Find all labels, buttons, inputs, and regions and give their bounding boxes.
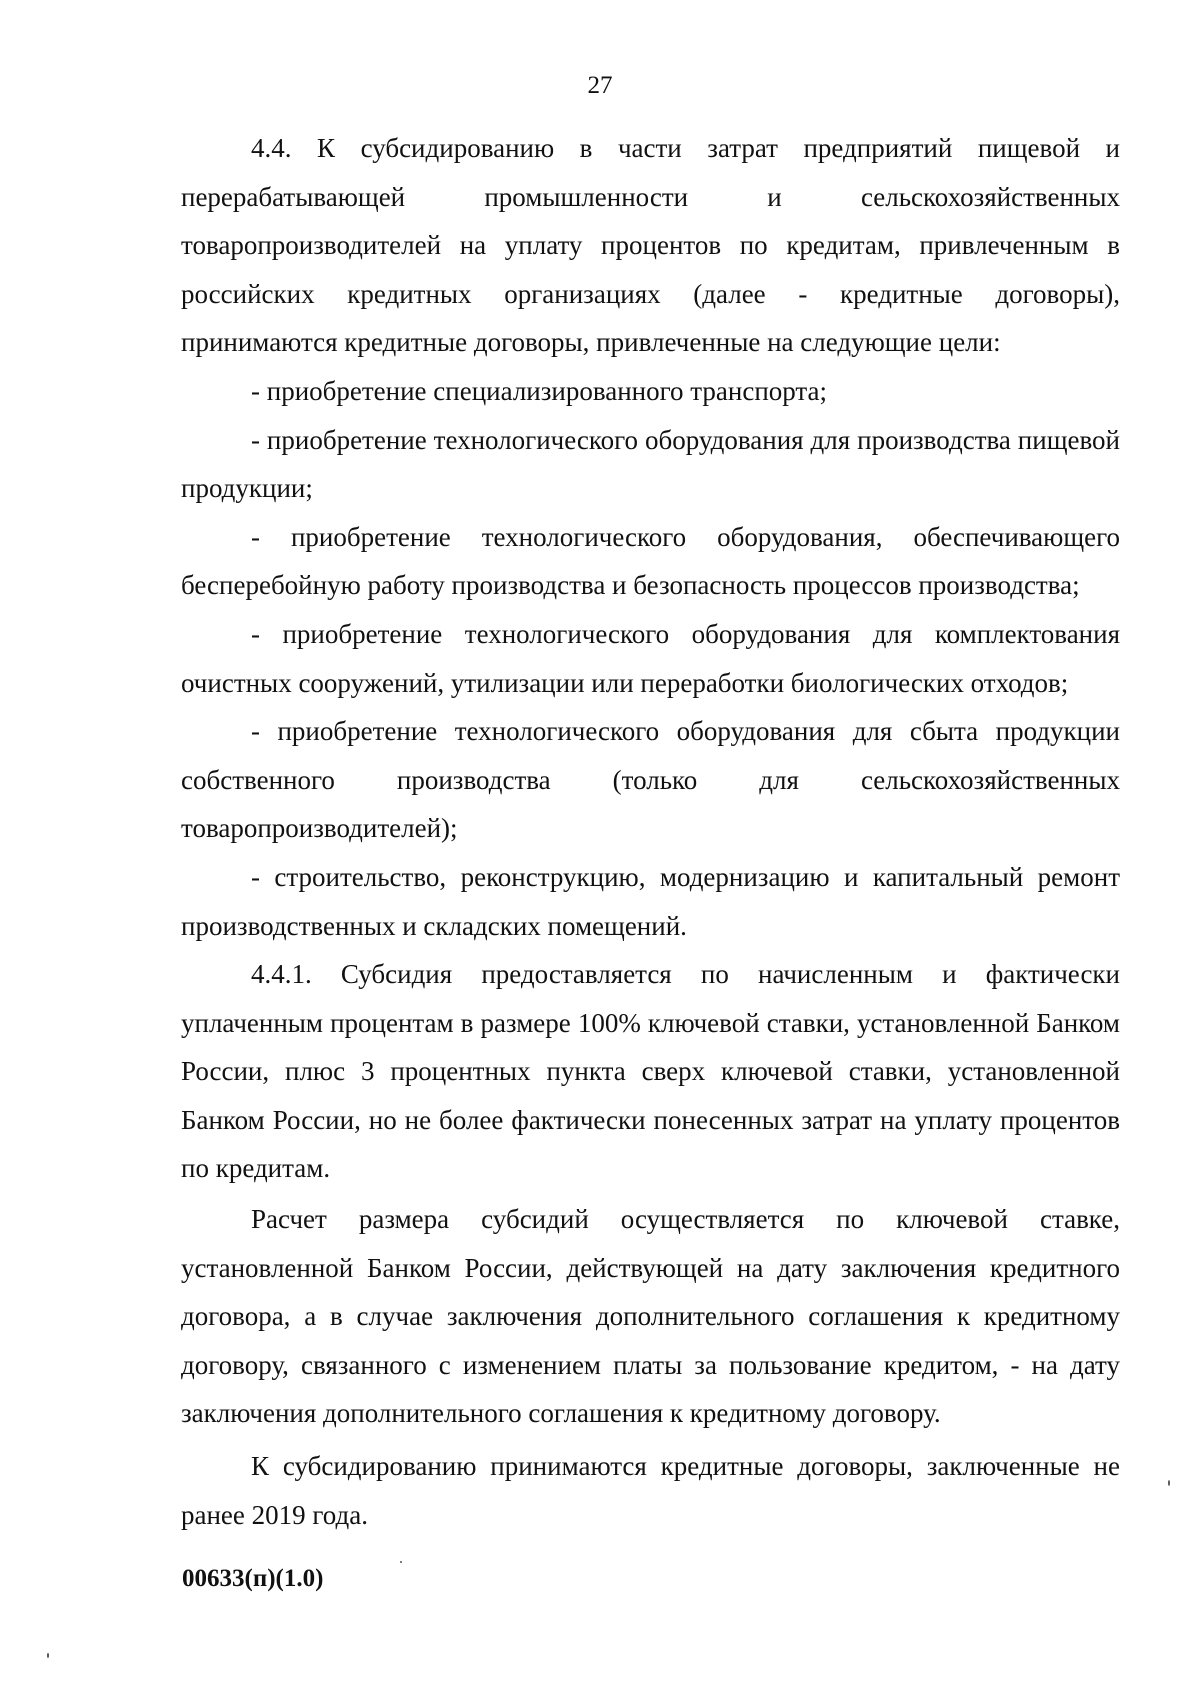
paragraph-calculation: Расчет размера субсидий осуществляется по ключевой ставке, установленной Банком России, действующей на дату заключения кредитного договора, а в случае заключения дополнительного соглашения к кредитному договору, связанного с изменением платы за пользование кредитом, - на дату заключения дополнительного соглашения к кредитному договору. xyxy=(181,1204,1120,1429)
list-item-sales-equipment: - приобретение технологического оборудования для сбыта продукции собственного производства (только для сельскохозяйственных товаропроизводителей); xyxy=(181,716,1120,844)
list-item-construction: - строительство, реконструкцию, модернизацию и капитальный ремонт производственных и складских помещений. xyxy=(181,861,1120,941)
paragraph-4-4: 4.4. К субсидированию в части затрат предприятий пищевой и перерабатывающей промышленности и сельскохозяйственных товаропроизводителей на уплату процентов по кредитам, привлеченным в российских кредитных организациях (далее - кредитные договоры), принимаются кредитные договоры, привлеченные на следующие цели: xyxy=(181,133,1120,358)
document-code: 00633(п)(1.0) xyxy=(182,1565,324,1592)
scan-speck xyxy=(1168,1480,1170,1486)
list-item-transport: - приобретение специализированного транспорта; xyxy=(251,375,828,406)
list-item-treatment-equipment: - приобретение технологического оборудования для комплектования очистных сооружений, утилизации или переработки биологических отходов; xyxy=(181,618,1120,698)
page-number: 27 xyxy=(587,72,613,99)
document-body xyxy=(181,124,1120,1539)
list-item-food-equipment: - приобретение технологического оборудования для производства пищевой продукции; xyxy=(181,424,1120,504)
paragraph-eligibility: К субсидированию принимаются кредитные договоры, заключенные не ранее 2019 года. xyxy=(181,1451,1120,1530)
paragraph-4-4-1: 4.4.1. Субсидия предоставляется по начисленным и фактически уплаченным процентам в размере 100% ключевой ставки, установленной Банком России, плюс 3 процентных пункта сверх ключевой ставки, установленной Банком России, но не более фактически понесенных затрат на уплату процентов по кредитам. xyxy=(181,959,1120,1184)
list-item-continuity-equipment: - приобретение технологического оборудования, обеспечивающего бесперебойную работу производства и безопасность процессов производства; xyxy=(181,521,1120,601)
scan-speck xyxy=(47,1653,49,1658)
scan-speck xyxy=(400,1561,402,1563)
